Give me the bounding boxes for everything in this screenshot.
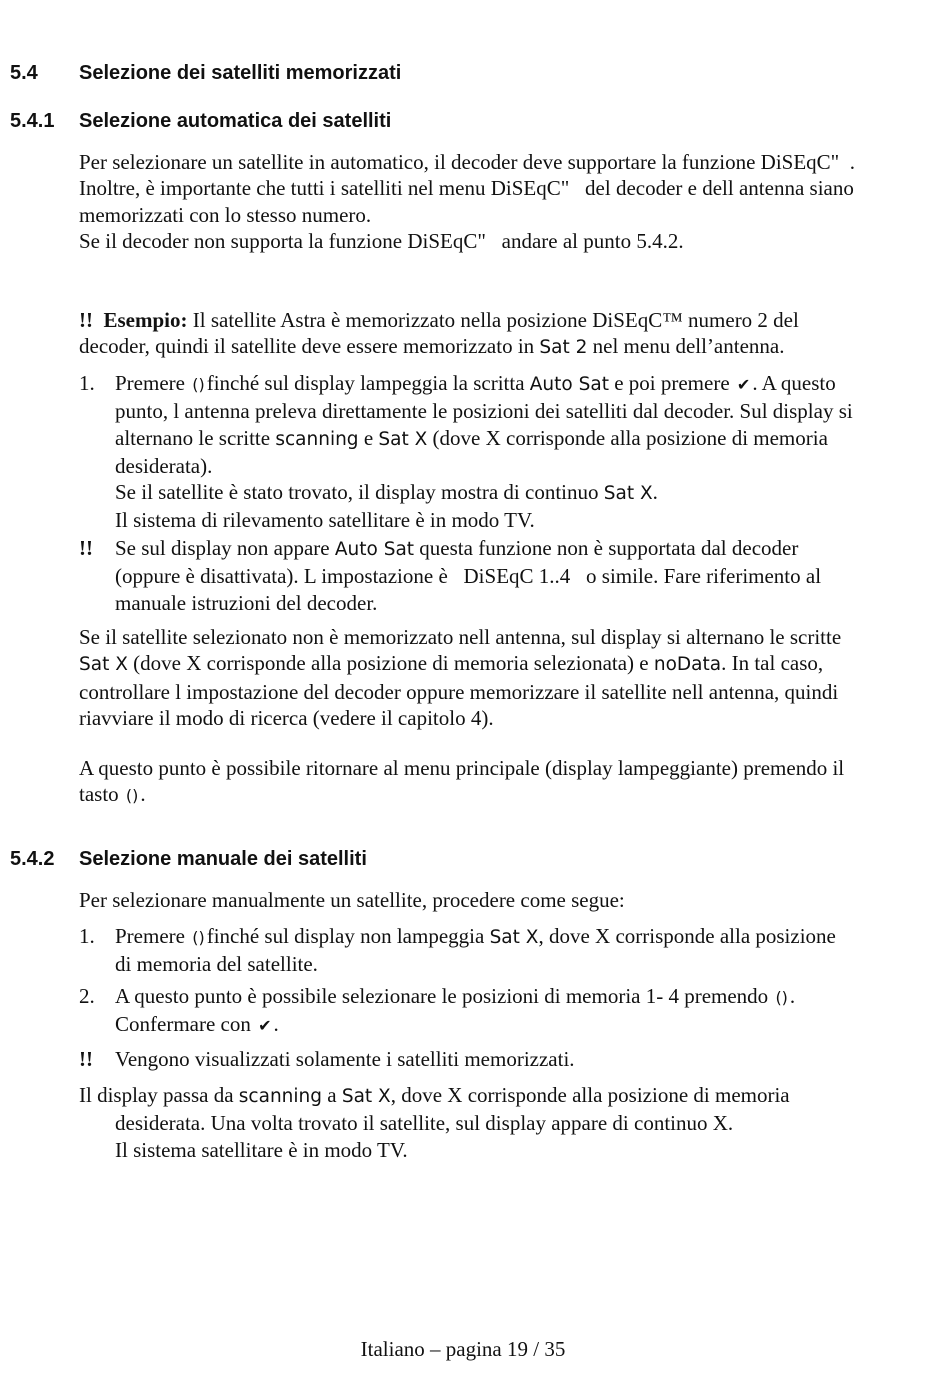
display-code: noData	[653, 654, 722, 676]
step-text: e poi premere	[608, 371, 735, 395]
step-text: . A questo	[752, 371, 836, 395]
step-text: Premere	[115, 924, 191, 948]
warning-mark: !!	[79, 1047, 93, 1071]
paragraph-text: (dove X corrisponde alla posizione di memoria selezionata) e	[127, 651, 654, 676]
section-title: Selezione dei satelliti memorizzati	[79, 62, 402, 84]
intro-line: Per selezionare un satellite in automatico, il decoder deve supportare la funzione DiSEqC" .	[79, 150, 855, 174]
step-text: finché sul display lampeggia la scritta	[206, 371, 530, 395]
paragraph-text: .	[140, 782, 146, 807]
step-text: Premere	[115, 371, 191, 395]
step-text: punto, l antenna preleva direttamente le posizioni dei satelliti dal decoder. Sul display si	[115, 399, 853, 424]
page-footer: Italiano – pagina 19 / 35	[360, 1337, 566, 1361]
section-number: 5.4	[10, 62, 38, 84]
cycle-button-icon: ()	[192, 928, 205, 947]
cycle-button-icon: ()	[192, 375, 205, 394]
step-text: Confermare con	[115, 1012, 257, 1037]
step-text: alternano le scritte	[115, 425, 276, 450]
paragraph	[79, 624, 841, 731]
section-heading	[10, 62, 401, 85]
step-text: .	[273, 1012, 279, 1037]
step-item	[115, 923, 836, 978]
example-paragraph	[79, 307, 799, 362]
note-text: questa funzione non è supportata dal decoder	[414, 536, 799, 560]
example-text: nel menu dell’antenna.	[587, 334, 785, 359]
subsection-number: 5.4.2	[10, 848, 55, 870]
step-item	[115, 370, 853, 534]
intro-paragraph	[79, 149, 855, 254]
step-text: Il sistema di rilevamento satellitare è in modo TV.	[115, 508, 535, 533]
cycle-button-icon: ()	[775, 988, 788, 1007]
display-code: Auto Sat	[529, 374, 609, 395]
display-code: Sat X	[603, 483, 653, 505]
example-text: decoder, quindi il satellite deve essere memorizzato in	[79, 334, 540, 359]
step-text: , dove X corrisponde alla posizione	[538, 924, 836, 948]
step-text: di memoria del satellite.	[115, 952, 318, 977]
step-text: desiderata).	[115, 453, 213, 478]
example-label: Esempio:	[103, 308, 188, 332]
paragraph	[79, 755, 844, 810]
step-text: Se il satellite è stato trovato, il display mostra di continuo	[115, 480, 604, 505]
paragraph-text: , dove X corrisponde alla posizione di memoria	[390, 1083, 790, 1107]
note-text: Se sul display non appare	[115, 536, 335, 560]
display-code: scanning	[238, 1086, 323, 1107]
display-code: Sat X	[341, 1086, 391, 1107]
subsection-title: Selezione manuale dei satelliti	[79, 848, 367, 870]
display-code: Sat 2	[539, 337, 588, 359]
note-text: (oppure è disattivata). L impostazione è DiSEqC 1..4 o simile. Fare riferimento al	[115, 564, 822, 589]
subsection-number: 5.4.1	[10, 110, 55, 132]
step-text: (dove X corrisponde alla posizione di memoria	[427, 425, 828, 450]
step-item	[115, 983, 795, 1040]
step-text: .	[789, 984, 796, 1008]
intro-line: memorizzati con lo stesso numero.	[79, 202, 372, 227]
example-text: Il satellite Astra è memorizzato nella posizione DiSEqC™ numero 2 del	[187, 308, 799, 332]
paragraph-text: Il display passa da	[79, 1083, 239, 1107]
warning-mark: !!	[79, 536, 93, 560]
step-text: finché sul display non lampeggia	[206, 924, 490, 948]
intro-paragraph: Per selezionare manualmente un satellite, procedere come segue:	[79, 888, 625, 912]
subsection-title: Selezione automatica dei satelliti	[79, 110, 392, 132]
paragraph-text: desiderata. Una volta trovato il satellite, sul display appare di continuo X.	[115, 1111, 734, 1136]
step-text: A questo punto è possibile selezionare le posizioni di memoria 1- 4 premendo	[115, 984, 774, 1008]
intro-line: Se il decoder non supporta la funzione DiSEqC" andare al punto 5.4.2.	[79, 228, 684, 253]
paragraph-text: Se il satellite selezionato non è memorizzato nell antenna, sul display si alternano le scritte	[79, 625, 842, 649]
display-code: Sat X	[79, 654, 128, 676]
note-item	[115, 535, 821, 616]
list-marker: 2.	[79, 984, 95, 1008]
display-code: scanning	[275, 428, 359, 450]
step-text: .	[652, 480, 658, 505]
paragraph	[79, 1082, 790, 1163]
paragraph-text: tasto	[79, 782, 124, 807]
paragraph-text: A questo punto è possibile ritornare al menu principale (display lampeggiante) premendo il	[79, 756, 845, 780]
paragraph-text: riavviare il modo di ricerca (vedere il capitolo 4).	[79, 705, 494, 730]
list-marker: 1.	[79, 924, 95, 948]
display-code: Sat X	[378, 428, 428, 450]
note-item: Vengono visualizzati solamente i satelliti memorizzati.	[115, 1047, 575, 1071]
paragraph-text: controllare l impostazione del decoder oppure memorizzare il satellite nell antenna, quindi	[79, 679, 839, 704]
display-code: Sat X	[489, 927, 539, 948]
paragraph-text: . In tal caso,	[721, 651, 824, 676]
note-text: manuale istruzioni del decoder.	[115, 590, 378, 615]
intro-line: Inoltre, è importante che tutti i satelliti nel menu DiSEqC" del decoder e dell antenna siano	[79, 176, 854, 201]
warning-mark: !!	[79, 308, 93, 332]
check-button-icon: ✔	[736, 375, 751, 394]
paragraph-text: a	[322, 1083, 342, 1107]
paragraph-text: Il sistema satellitare è in modo TV.	[115, 1137, 408, 1162]
check-button-icon: ✔	[258, 1016, 272, 1036]
cycle-button-icon: ()	[125, 786, 139, 806]
display-code: Auto Sat	[334, 539, 415, 560]
subsection-heading-auto	[10, 110, 391, 133]
step-text: e	[358, 425, 379, 450]
list-marker: 1.	[79, 371, 95, 395]
subsection-heading-manual	[10, 848, 367, 871]
